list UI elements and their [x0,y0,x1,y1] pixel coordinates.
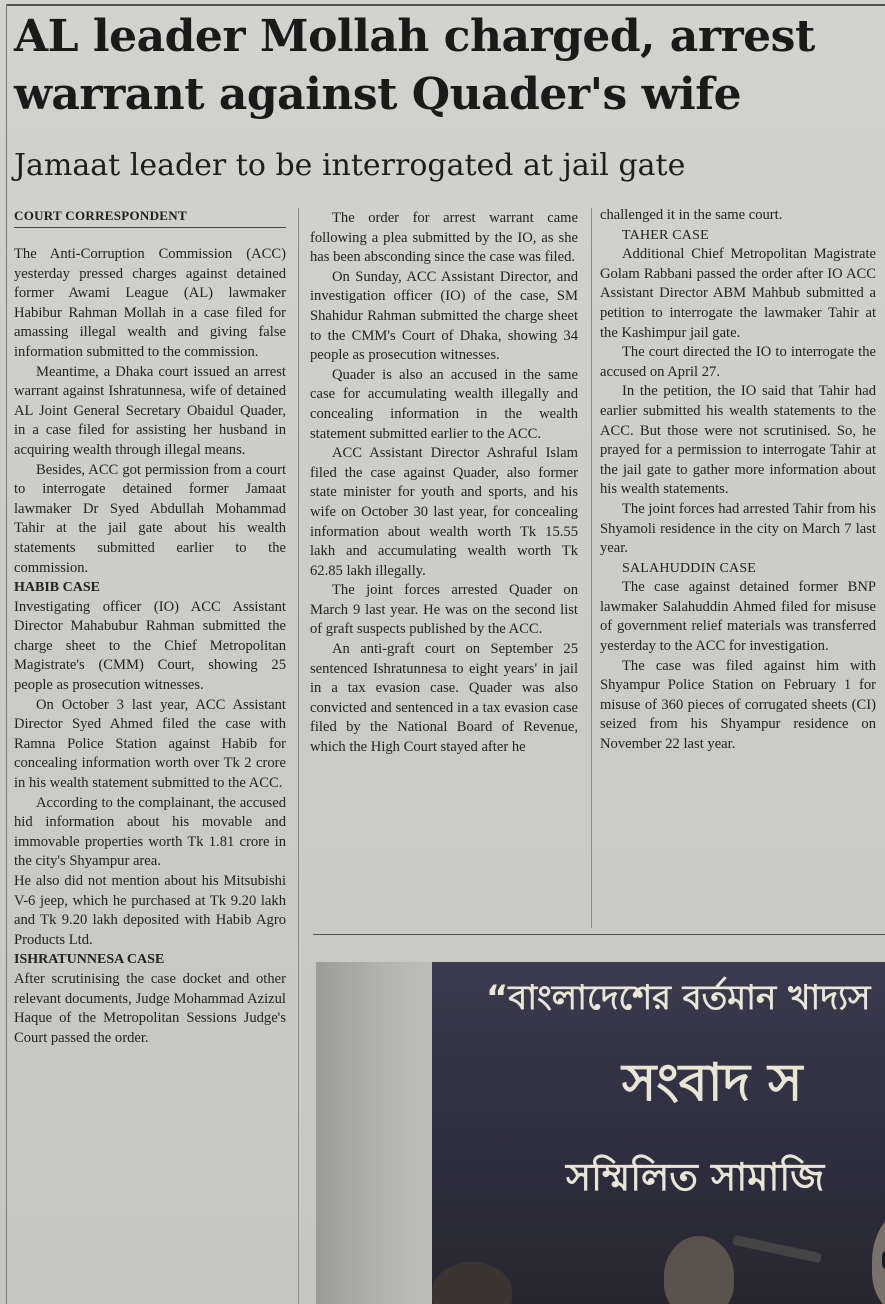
paragraph: After scrutinising the case docket and other relevant documents, Judge Mohammad Azizul Haque of the Metropolitan Sessions Judge's Court passed the order. [14,970,286,1046]
byline: COURT CORRESPONDENT [14,208,286,228]
person-silhouette [432,1262,512,1304]
paragraph: The order for arrest warrant came following a plea submitted by the IO, as she has been absconding since the case was filed. [310,210,578,266]
photo-background-wall [316,962,432,1304]
paragraph: Meantime, a Dhaka court issued an arrest warrant against Ishratunnesa, wife of detained AL Joint General Secretary Obaidul Quader, in a case filed for assisting her husband in acquiring wealth through illegal means. [14,363,286,458]
paragraph: The case against detained former BNP lawmaker Salahuddin Ahmed filed for misuse of government relief materials was transferred yesterday to the ACC for investigation. [600,579,876,655]
photo-top-rule [313,934,885,935]
column-rule-1 [298,208,299,1304]
paragraph: The joint forces arrested Quader on March 9 last year. He was on the second list of graft suspects published by the ACC. [310,582,578,638]
paragraph: challenged it in the same court. [600,207,783,223]
section-heading-habib: HABIB CASE [14,580,100,596]
paragraph: On Sunday, ACC Assistant Director, and investigation officer (IO) of the case, SM Shahidur Rahman submitted the charge sheet to the CMM's Court of Dhaka, showing 34 people as prosecution witnesses. [310,268,578,364]
headline: AL leader Mollah charged, arrest warrant against Quader's wife [14,11,815,120]
banner-text-line-2: সংবাদ স [622,1053,803,1113]
paragraph: Investigating officer (IO) ACC Assistant Director Mahabubur Rahman submitted the charge sheet to the Chief Metropolitan Magistrate's (CMM) Court, showing 25 people as prosecution witnesses. [14,598,286,694]
banner-text-line-3: সম্মিলিত সামাজি [566,1155,825,1199]
paragraph: On October 3 last year, ACC Assistant Director Syed Ahmed filed the case with Ramna Police Station against Habib for concealing information worth over Tk 2 crore in his wealth statement submitted to the ACC. [14,696,286,792]
paragraph: Besides, ACC got permission from a court to interrogate detained former Jamaat lawmaker Dr Syed Abdullah Mohammad Tahir at the jail gate about his wealth statements submitted earlier to the commission. [14,461,286,576]
subheadline: Jamaat leader to be interrogated at jail gate [14,148,686,183]
banner-text-line-1: “বাংলাদেশের বর্তমান খাদ্যস [486,978,871,1018]
article-column-3 [600,206,876,755]
paragraph: He also did not mention about his Mitsubishi V-6 jeep, which he purchased at Tk 9.20 lakh and Tk 9.20 lakh deposited with Habib Agro Products Ltd. [14,873,286,948]
photo-banner [432,962,885,1304]
left-border-rule [6,4,7,1304]
person-silhouette [664,1236,734,1304]
paragraph: The Anti-Corruption Commission (ACC) yesterday pressed charges against detained former Awami League (AL) lawmaker Habibur Rahman Mollah in a case filed for amassing illegal wealth and giving false information submitted to the commission. [14,246,286,360]
paragraph: In the petition, the IO said that Tahir had earlier submitted his wealth statements to the ACC. But those were not scrutinised. So, he prayed for a permission to interrogate Tahir at the jail gate to gather more information about his wealth statements. [600,383,876,498]
paragraph: The court directed the IO to interrogate the accused on April 27. [600,344,876,380]
article-column-2 [310,209,578,758]
top-border-rule [6,4,885,6]
person-silhouette [872,1206,885,1304]
microphone-icon [732,1235,822,1263]
paragraph: Additional Chief Metropolitan Magistrate Golam Rabbani passed the order after IO ACC Assistant Director ABM Mahbub submitted a petition to interrogate the lawmaker Tahir at the Kashimpur jail gate. [600,246,876,341]
paragraph: According to the complainant, the accused hid information about his movable and immovable properties worth Tk 1.81 crore in the city's Shyampur area. [14,794,286,870]
paragraph: The case was filed against him with Shyampur Police Station on February 1 for misuse of 360 pieces of corrugated sheets (CI) seized from his Shyampur residence on November 22 last year. [600,657,876,753]
section-heading-taher: TAHER CASE [622,227,709,243]
section-heading-salahuddin: SALAHUDDIN CASE [622,560,757,576]
paragraph: Quader is also an accused in the same case for accumulating wealth illegally and concealing information in the wealth statement submitted earlier to the ACC. [310,366,578,442]
news-photo [316,962,885,1304]
section-heading-ishratunnesa: ISHRATUNNESA CASE [14,952,165,968]
column-rule-2 [591,208,592,928]
article-column-1 [14,245,286,1048]
paragraph: The joint forces had arrested Tahir from his Shyamoli residence in the city on March 7 last year. [600,500,876,557]
paragraph: ACC Assistant Director Ashraful Islam filed the case against Quader, also former state minister for youth and sports, and his wife on October 30 last year, for concealing information about wealth worth Tk 15.55 lakh and accumulating wealth worth Tk 62.85 lakh illegally. [310,445,578,579]
paragraph: An anti-graft court on September 25 sentenced Ishratunnesa to eight years' in jail in a tax evasion case. Quader was also convicted and sentenced in a tax evasion case filed by the National Board of Revenue, which the High Court stayed after he [310,641,578,756]
